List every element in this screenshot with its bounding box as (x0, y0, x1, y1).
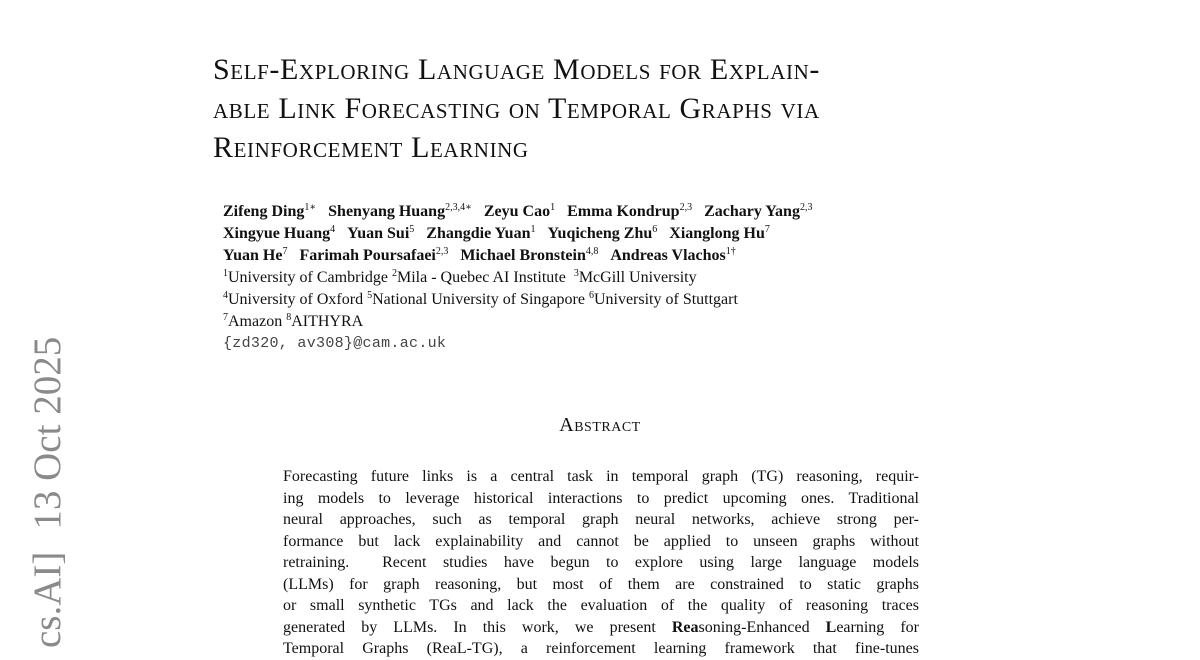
affil-sup: 4 (223, 290, 228, 301)
abstract-body (283, 466, 919, 660)
arxiv-category: cs.AI] (26, 551, 69, 648)
contact-email: {zd320, av308}@cam.ac.uk (223, 335, 447, 352)
abstract-text: generated by LLMs. In this work, we present (283, 618, 672, 636)
author-sup: 2,3 (435, 246, 449, 257)
author-sup: 7 (282, 246, 288, 257)
abstract-text: earning for (836, 618, 920, 636)
author-line-1 (223, 201, 1023, 223)
title-line: able Link Forecasting on Temporal Graphs via (213, 92, 820, 125)
author-block (223, 201, 1023, 355)
affil-text: University of Stuttgart (593, 291, 738, 308)
affiliation-line-2 (223, 289, 1023, 311)
affil-sup: 2 (391, 268, 397, 279)
arxiv-date: 13 Oct 2025 (26, 336, 69, 530)
author-name: Zachary Yang (704, 203, 800, 220)
title-line: Self-Exploring Language Models for Explain- (213, 53, 820, 86)
affil-sup: 7 (223, 312, 228, 323)
affil-text: National University of Singapore (372, 291, 589, 308)
author-name: Yuan He (223, 247, 283, 264)
affil-text: Mila - Quebec AI Institute (396, 269, 574, 286)
author-sup: 1∗ (304, 202, 317, 213)
author-name: Xingyue Huang (223, 225, 331, 242)
abstract-line-cut: Temporal Graphs (ReaL-TG), a reinforcement learning framework that fine-tunes (283, 640, 919, 657)
arxiv-side-stamp (28, 337, 68, 648)
author-sup: 6 (652, 224, 658, 235)
abstract-line: (LLMs) for graph reasoning, but most of them are constrained to static graphs (283, 575, 919, 593)
author-sup: 4,8 (585, 246, 599, 257)
abstract-line: formance but lack explainability and cannot be applied to unseen graphs without (283, 532, 919, 550)
author-name: Yuqicheng Zhu (547, 225, 653, 242)
author-sup: 7 (764, 224, 770, 235)
author-sup: 1 (530, 224, 536, 235)
affil-sup: 3 (573, 268, 579, 279)
affil-text: University of Cambridge (228, 269, 392, 286)
author-name: Zeyu Cao (483, 203, 551, 220)
author-sup: 1 (550, 202, 556, 213)
author-name: Farimah Poursafaei (299, 247, 436, 264)
author-sup: 2,3,4∗ (445, 202, 472, 213)
author-name: Yuan Sui (347, 225, 410, 242)
author-name: Zifeng Ding (223, 203, 305, 220)
author-sup: 2,3 (679, 202, 693, 213)
paper-title (213, 50, 1033, 167)
abstract-line: or small synthetic TGs and lack the evaluation of the quality of reasoning traces (283, 597, 919, 614)
abstract-heading: Abstract (559, 414, 641, 436)
affil-sup: 6 (588, 290, 594, 301)
author-sup: 5 (409, 224, 415, 235)
affil-sup: 5 (367, 290, 373, 301)
abstract-line: retraining. Recent studies have begun to explore using large language models (283, 554, 919, 571)
affil-text: University of Oxford (228, 291, 368, 308)
affil-text: AITHYRA (291, 313, 364, 330)
author-name: Andreas Vlachos (610, 247, 726, 264)
author-line-3 (223, 245, 1023, 267)
affil-text: McGill University (578, 269, 697, 286)
abstract-line: Forecasting future links is a central task in temporal graph (TG) reasoning, requir- (283, 468, 919, 485)
affil-text: Amazon (228, 313, 287, 330)
affil-sup: 8 (286, 312, 292, 323)
author-name: Emma Kondrup (567, 203, 680, 220)
abstract-line (283, 617, 919, 639)
author-name: Zhangdie Yuan (426, 225, 531, 242)
abstract-line: neural approaches, such as temporal graph neural networks, achieve strong per- (283, 511, 919, 528)
author-name: Shenyang Huang (328, 203, 446, 220)
author-name: Michael Bronstein (460, 247, 586, 264)
abstract-bold: Rea (671, 618, 699, 636)
abstract-text: soning-Enhanced (698, 618, 826, 636)
author-sup: 2,3 (799, 202, 813, 213)
abstract-bold: L (825, 618, 837, 636)
author-sup: 4 (330, 224, 336, 235)
affil-sup: 1 (223, 268, 228, 279)
author-name: Xianglong Hu (669, 225, 765, 242)
affiliation-line-1 (223, 267, 1023, 289)
author-line-2 (223, 223, 1023, 245)
affiliation-line-3 (223, 311, 1023, 333)
title-line: Reinforcement Learning (213, 131, 529, 164)
abstract-line: ing models to leverage historical interactions to predict upcoming ones. Traditional (283, 489, 919, 507)
author-sup: 1† (725, 246, 736, 257)
